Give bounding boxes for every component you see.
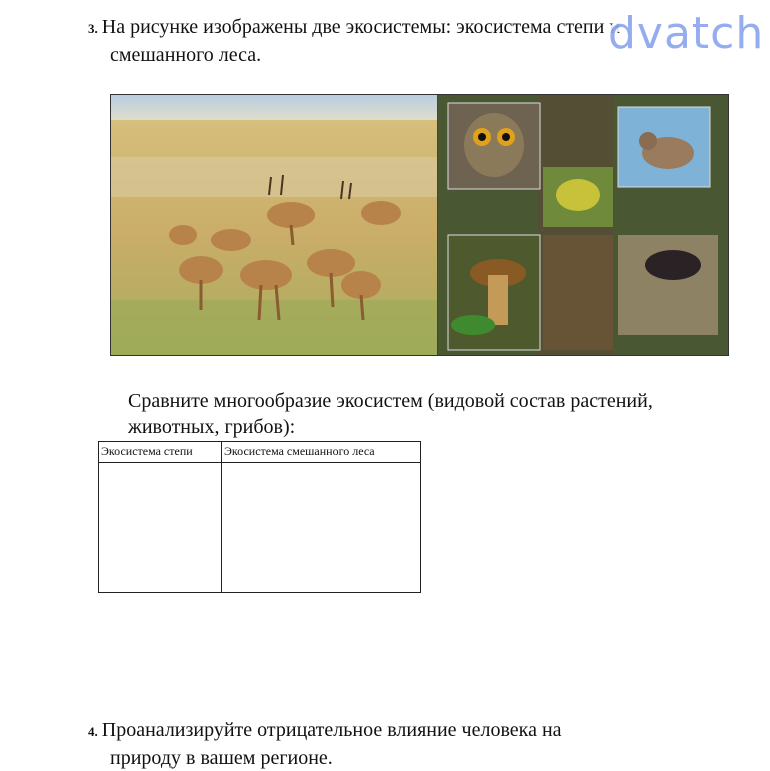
table-header-steppe: Экосистема степи	[101, 444, 193, 458]
task-3-number: 3.	[88, 21, 98, 36]
table-header-forest: Экосистема смешанного леса	[224, 444, 375, 458]
task-3-line-2: смешанного леса.	[110, 44, 262, 66]
task-3-line-1: На рисунке изображены две экосистемы: экосистема степи и	[101, 16, 621, 38]
table-header-row	[99, 442, 420, 463]
ecosystems-illustration	[110, 94, 729, 356]
task-4-line-2: природу в вашем регионе.	[110, 747, 333, 769]
watermark-logo: dvatch	[608, 8, 765, 59]
task-4-number: 4.	[88, 724, 98, 739]
comparison-table	[98, 441, 421, 593]
task-4-line-1: Проанализируйте отрицательное влияние человека на	[101, 719, 562, 741]
table-column-steppe[interactable]	[99, 442, 222, 592]
task-4-text	[88, 717, 728, 771]
mixed-forest-collage	[437, 95, 729, 355]
steppe-photo	[111, 95, 437, 355]
compare-prompt: Сравните многообразие экосистем (видовой состав растений, животных, грибов):	[128, 390, 653, 438]
table-column-forest[interactable]	[222, 442, 420, 592]
